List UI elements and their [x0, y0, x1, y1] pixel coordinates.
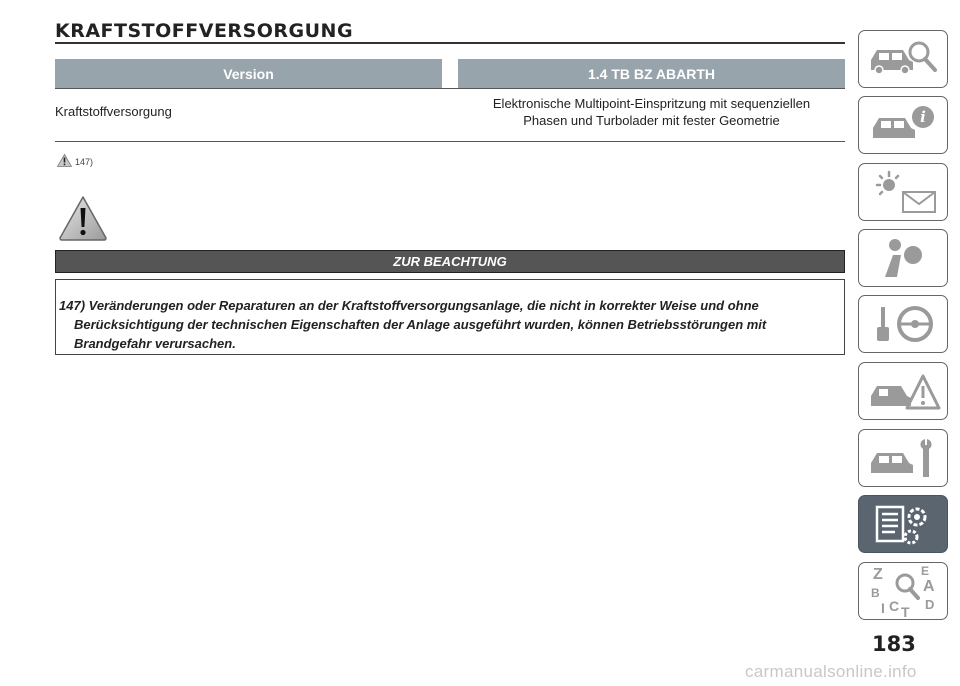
tab-emergency[interactable]	[858, 362, 948, 420]
car-info-icon	[863, 100, 943, 150]
car-search-icon	[863, 34, 943, 84]
note-line-2: Berücksichtigung der technischen Eigenschaften der Anlage ausgeführt wurden, können Betriebsstörungen mit	[74, 317, 767, 332]
index-letter-t: T	[901, 604, 910, 619]
warning-triangle-icon	[58, 195, 108, 241]
table-cell-value	[458, 95, 845, 129]
note-line-1: 147) Veränderungen oder Reparaturen an der Kraftstoffversorgungsanlage, die nicht in korrekter Weise und ohne	[59, 298, 759, 313]
table-cell-value-line1: Elektronische Multipoint-Einspritzung mit sequenziellen	[492, 96, 811, 111]
airbag-passenger-icon	[863, 233, 943, 283]
alphabet-index-icon	[863, 563, 943, 619]
table-header-divider	[55, 88, 845, 89]
tab-technical-data[interactable]	[858, 495, 948, 553]
page-number: 183	[872, 632, 916, 656]
index-letter-d: D	[925, 597, 935, 612]
index-letter-z: Z	[873, 566, 883, 583]
title-divider	[55, 42, 845, 44]
table-row-divider	[55, 141, 845, 142]
table-cell-value-line2: Phasen und Turbolader mit fester Geometrie	[523, 113, 780, 128]
car-warning-triangle-icon	[863, 366, 943, 416]
watermark: carmanualsonline.info	[745, 662, 917, 681]
index-letter-e: E	[921, 564, 930, 578]
svg-text:i: i	[920, 108, 926, 126]
section-title: KRAFTSTOFFVERSORGUNG	[55, 20, 354, 42]
tab-car-info[interactable]	[858, 96, 948, 154]
car-wrench-icon	[863, 433, 943, 483]
tab-warning-lights[interactable]	[858, 163, 948, 221]
tab-maintenance[interactable]	[858, 429, 948, 487]
index-letter-a: A	[923, 578, 935, 595]
small-warning-icon	[57, 154, 72, 167]
index-letter-b: B	[871, 586, 880, 600]
warning-reference[interactable]	[57, 154, 93, 167]
index-letter-i: I	[881, 600, 885, 616]
tab-starting-driving[interactable]	[858, 295, 948, 353]
tab-index[interactable]	[858, 562, 948, 620]
key-steering-wheel-icon	[863, 299, 943, 349]
warning-light-message-icon	[863, 167, 943, 217]
note-heading: ZUR BEACHTUNG	[55, 250, 845, 273]
index-letter-c: C	[889, 598, 900, 614]
table-header-version: Version	[55, 59, 442, 88]
note-text	[59, 296, 819, 353]
table-header-engine: 1.4 TB BZ ABARTH	[458, 59, 845, 88]
list-gears-icon	[863, 499, 943, 549]
note-line-3: Brandgefahr verursachen.	[74, 336, 236, 351]
tab-safety[interactable]	[858, 229, 948, 287]
table-cell-label: Kraftstoffversorgung	[55, 104, 172, 119]
tab-car-search[interactable]	[858, 30, 948, 88]
reference-number: 147)	[75, 157, 94, 167]
